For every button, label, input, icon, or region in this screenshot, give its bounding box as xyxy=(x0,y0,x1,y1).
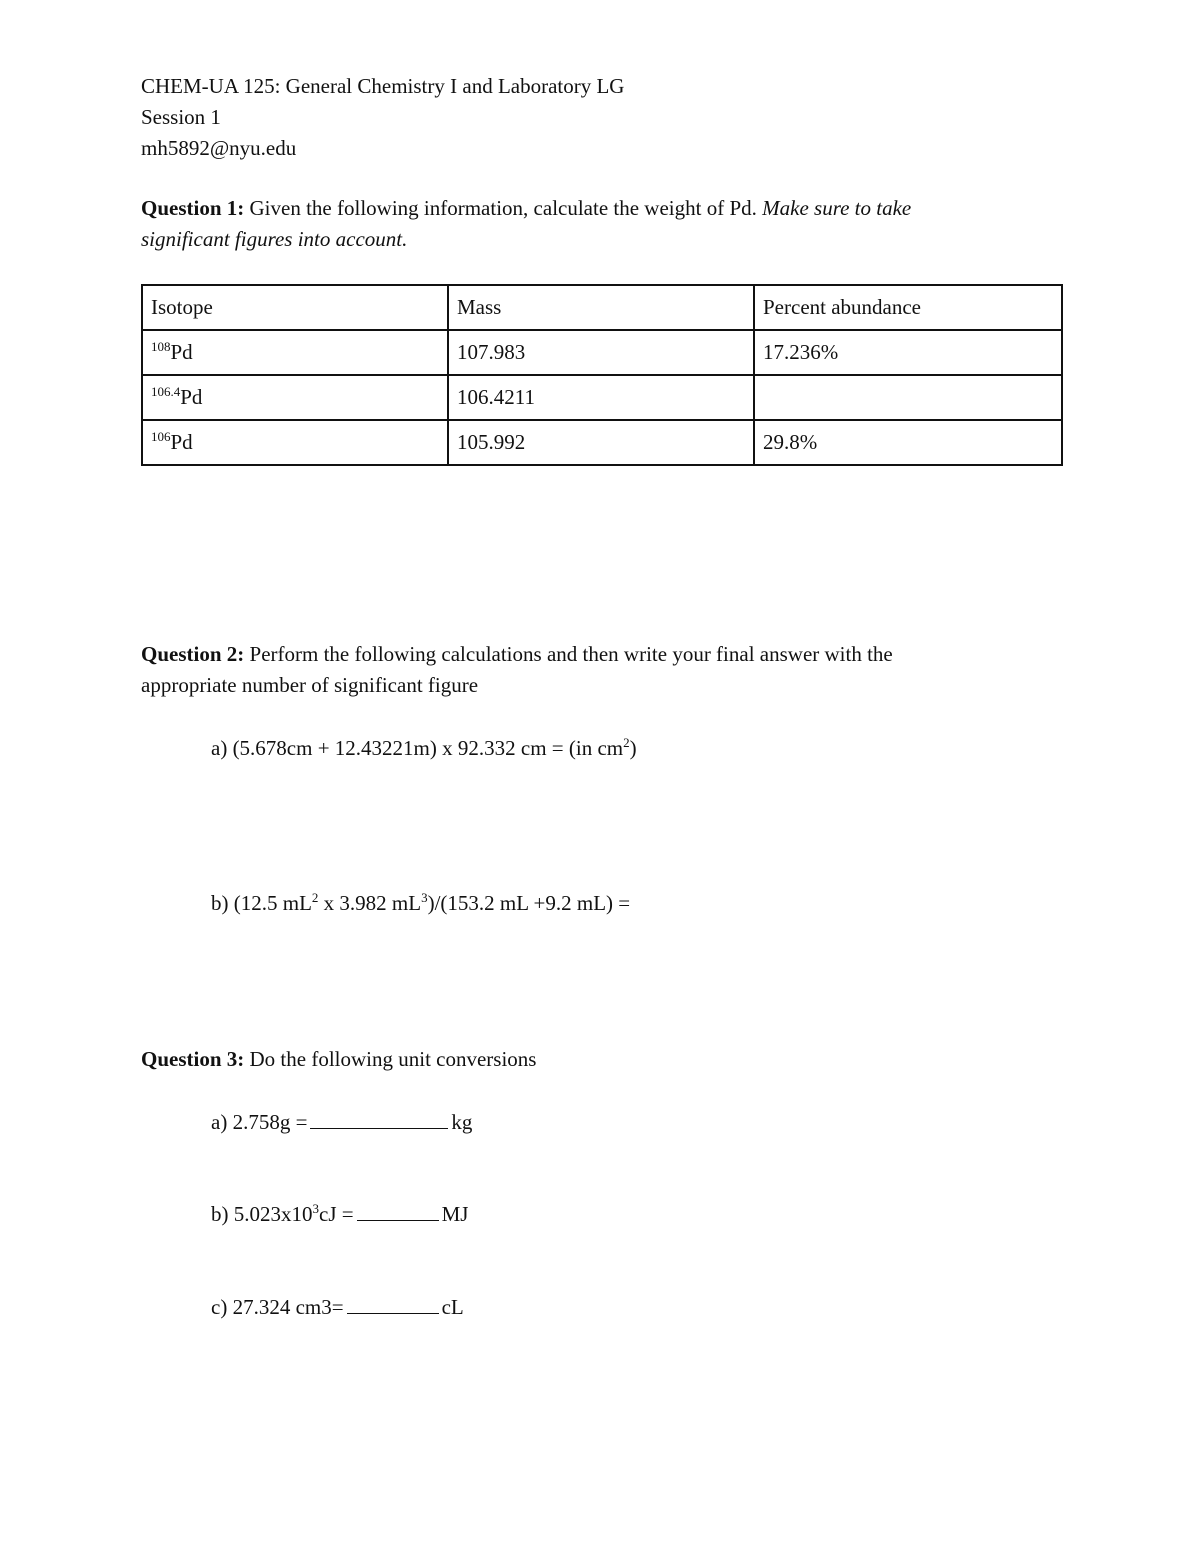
q2b-exponent1: 2 xyxy=(311,890,319,905)
question3-part-b xyxy=(211,1202,468,1227)
question3-part-a xyxy=(211,1110,472,1135)
abundance-cell: 17.236% xyxy=(754,330,1062,375)
q3a-prefix: a) 2.758g = xyxy=(211,1110,308,1134)
q2b-part2: x 3.982 mL xyxy=(318,891,422,915)
question1-line1 xyxy=(141,196,911,221)
header-isotope: Isotope xyxy=(142,285,448,330)
isotope-cell xyxy=(142,420,448,465)
question2-line1 xyxy=(141,642,893,667)
table-row xyxy=(142,375,1062,420)
q3b-mid: cJ = xyxy=(319,1202,354,1226)
q2b-part3: )/(153.2 mL +9.2 mL) = xyxy=(427,891,631,915)
q2a-expression: a) (5.678cm + 12.43221m) x 92.332 cm = (in cm xyxy=(211,736,624,760)
table-row xyxy=(142,420,1062,465)
q2b-part1: b) (12.5 mL xyxy=(211,891,312,915)
question3-text: Do the following unit conversions xyxy=(244,1047,537,1071)
q3c-unit: cL xyxy=(441,1295,464,1319)
question2-part-b xyxy=(211,891,630,916)
question3-line xyxy=(141,1047,536,1072)
q2a-close: ) xyxy=(629,736,637,760)
q3b-answer-blank[interactable] xyxy=(357,1202,439,1221)
isotope-symbol: Pd xyxy=(170,429,193,454)
question1-italic-line1: Make sure to take xyxy=(762,196,912,220)
q3c-prefix: c) 27.324 cm3= xyxy=(211,1295,344,1319)
question3-label: Question 3: xyxy=(141,1047,245,1071)
table-header-row xyxy=(142,285,1062,330)
mass-cell: 107.983 xyxy=(448,330,754,375)
q3c-answer-blank[interactable] xyxy=(347,1295,439,1314)
isotope-table xyxy=(141,284,1063,466)
q3b-unit: MJ xyxy=(441,1202,469,1226)
question2-text-line2: appropriate number of significant figure xyxy=(141,673,479,697)
q3a-answer-blank[interactable] xyxy=(310,1110,448,1129)
session-label: Session 1 xyxy=(141,105,221,129)
header-mass: Mass xyxy=(448,285,754,330)
question1-label: Question 1: xyxy=(141,196,245,220)
isotope-mass-number: 106 xyxy=(151,428,171,444)
isotope-cell xyxy=(142,330,448,375)
isotope-cell xyxy=(142,375,448,420)
abundance-cell xyxy=(754,375,1062,420)
question3-part-c xyxy=(211,1295,464,1320)
question1-text: Given the following information, calculate the weight of Pd. xyxy=(244,196,763,220)
question2-part-a xyxy=(211,736,637,761)
question1-italic-line2: significant figures into account. xyxy=(141,227,408,251)
mass-cell: 106.4211 xyxy=(448,375,754,420)
course-title: CHEM-UA 125: General Chemistry I and Laboratory LG xyxy=(141,74,625,98)
question2-label: Question 2: xyxy=(141,642,245,666)
mass-cell: 105.992 xyxy=(448,420,754,465)
email-text: mh5892@nyu.edu xyxy=(141,136,297,160)
q2a-exponent: 2 xyxy=(623,735,630,750)
q3b-exponent: 3 xyxy=(312,1201,319,1216)
isotope-symbol: Pd xyxy=(170,339,193,364)
isotope-symbol: Pd xyxy=(180,384,203,409)
table-row xyxy=(142,330,1062,375)
isotope-mass-number: 108 xyxy=(151,338,171,354)
question2-text-line1: Perform the following calculations and then write your final answer with the xyxy=(244,642,893,666)
abundance-cell: 29.8% xyxy=(754,420,1062,465)
q3b-prefix: b) 5.023x10 xyxy=(211,1202,313,1226)
q2b-exponent2: 3 xyxy=(421,890,428,905)
header-abundance: Percent abundance xyxy=(754,285,1062,330)
q3a-unit: kg xyxy=(451,1110,473,1134)
isotope-mass-number: 106.4 xyxy=(151,383,181,399)
